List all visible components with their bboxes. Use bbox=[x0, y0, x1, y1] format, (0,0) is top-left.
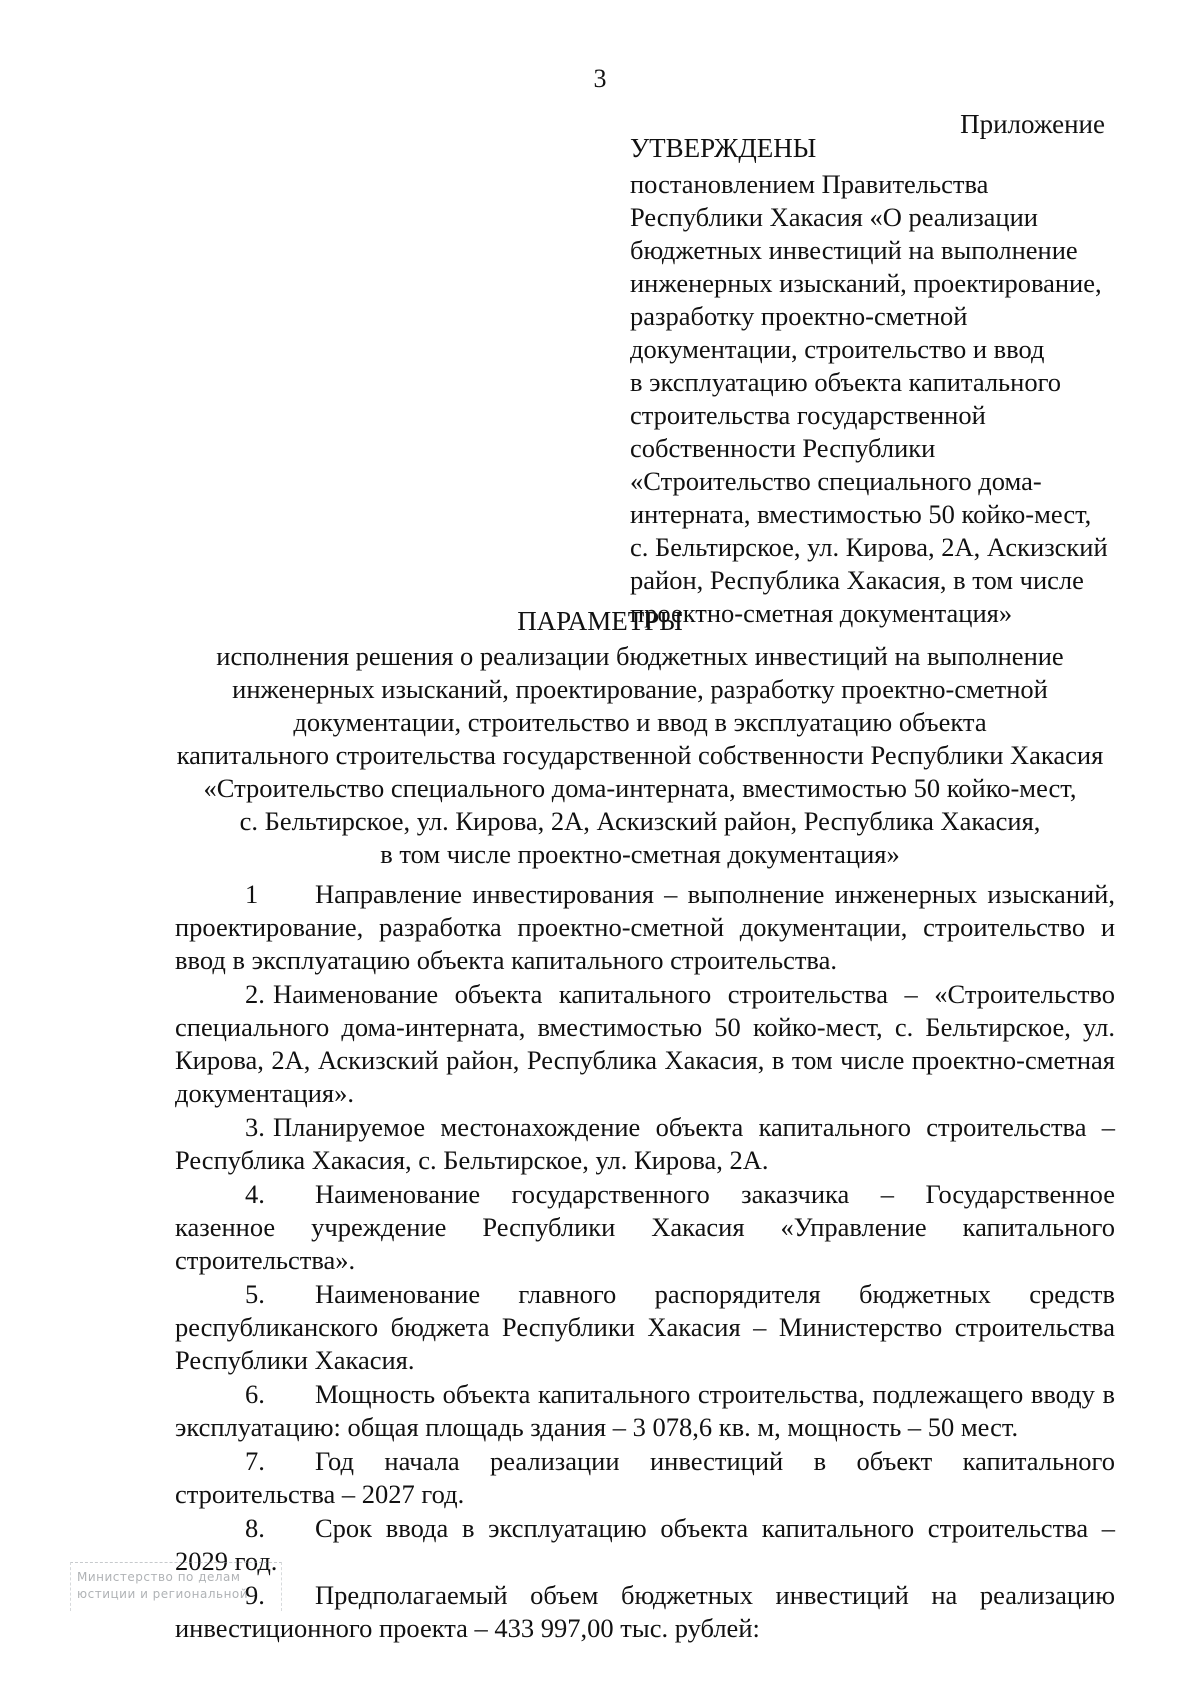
parameter-item bbox=[175, 978, 1115, 1110]
approval-line: Республики Хакасия «О реализации bbox=[630, 202, 1038, 232]
item-number: 7. bbox=[245, 1446, 265, 1476]
registration-stamp bbox=[70, 1562, 282, 1611]
approval-line: строительства государственной bbox=[630, 400, 986, 430]
stamp-line: Министерство по делам bbox=[77, 1570, 241, 1584]
item-text: Год начала реализации инвестиций в объект капитального строительства – 2027 год. bbox=[175, 1446, 1115, 1509]
subtitle-line: документации, строительство и ввод в эксплуатацию объекта bbox=[293, 707, 987, 737]
approval-line: район, Республика Хакасия, в том числе bbox=[630, 565, 1084, 595]
item-number: 5. bbox=[245, 1279, 265, 1309]
document-title: ПАРАМЕТРЫ bbox=[517, 606, 683, 636]
page-number: 3 bbox=[593, 64, 607, 93]
parameter-item bbox=[175, 1579, 1115, 1645]
item-text: Направление инвестирования – выполнение инженерных изысканий, проектирование, разработка проектно-сметной документации, строительство и ввод в эксплуатацию объекта капитального строительства. bbox=[175, 879, 1115, 975]
approval-block bbox=[630, 128, 1130, 630]
item-text: Планируемое местонахождение объекта капитального строительства – Республика Хакасия, с. Бельтирское, ул. Кирова, 2А. bbox=[175, 1112, 1115, 1175]
item-number: 8. bbox=[245, 1513, 265, 1543]
parameters-list bbox=[175, 878, 1115, 1646]
item-number: 9. bbox=[245, 1580, 265, 1610]
item-number: 2. bbox=[245, 979, 265, 1009]
approval-line: инженерных изысканий, проектирование, bbox=[630, 268, 1102, 298]
item-text: Наименование государственного заказчика – Государственное казенное учреждение Республики Хакасия «Управление капитального строительства». bbox=[175, 1179, 1115, 1275]
parameter-item bbox=[175, 1178, 1115, 1277]
approval-line: «Строительство специального дома- bbox=[630, 466, 1042, 496]
approved-heading: УТВЕРЖДЕНЫ bbox=[630, 133, 817, 163]
item-number: 1 bbox=[245, 879, 259, 909]
subtitle-line: в том числе проектно-сметная документация» bbox=[380, 839, 900, 869]
item-number: 6. bbox=[245, 1379, 265, 1409]
subtitle-line: капитального строительства государственной собственности Республики Хакасия bbox=[176, 740, 1104, 770]
approval-line: интерната, вместимостью 50 койко-мест, bbox=[630, 499, 1092, 529]
approval-line: постановлением Правительства bbox=[630, 169, 989, 199]
subtitle-line: «Строительство специального дома-интерната, вместимостью 50 койко-мест, bbox=[203, 773, 1077, 803]
approval-line: с. Бельтирское, ул. Кирова, 2А, Аскизский bbox=[630, 532, 1108, 562]
approval-line: проектно-сметная документация» bbox=[630, 598, 1013, 628]
approval-line: бюджетных инвестиций на выполнение bbox=[630, 235, 1078, 265]
item-number: 3. bbox=[245, 1112, 265, 1142]
document-subtitle bbox=[140, 640, 1140, 871]
stamp-line: юстиции и региональной bbox=[77, 1587, 249, 1601]
item-text: Мощность объекта капитального строительства, подлежащего вводу в эксплуатацию: общая площадь здания – 3 078,6 кв. м, мощность – 50 мест. bbox=[175, 1379, 1115, 1442]
parameter-item bbox=[175, 1278, 1115, 1377]
item-text: Наименование главного распорядителя бюджетных средств республиканского бюджета Республики Хакасия – Министерство строительства Республики Хакасия. bbox=[175, 1279, 1115, 1375]
approval-line: в эксплуатацию объекта капитального bbox=[630, 367, 1062, 397]
parameter-item bbox=[175, 1111, 1115, 1177]
approval-line: разработку проектно-сметной bbox=[630, 301, 968, 331]
item-text: Предполагаемый объем бюджетных инвестиций на реализацию инвестиционного проекта – 433 997,00 тыс. рублей: bbox=[175, 1580, 1115, 1643]
subtitle-line: инженерных изысканий, проектирование, разработку проектно-сметной bbox=[232, 674, 1048, 704]
parameter-item bbox=[175, 1512, 1115, 1578]
appendix-label: Приложение bbox=[960, 109, 1105, 139]
subtitle-line: с. Бельтирское, ул. Кирова, 2А, Аскизский район, Республика Хакасия, bbox=[239, 806, 1041, 836]
parameter-item bbox=[175, 878, 1115, 977]
item-number: 4. bbox=[245, 1179, 265, 1209]
parameter-item bbox=[175, 1445, 1115, 1511]
parameter-item bbox=[175, 1378, 1115, 1444]
item-text: Срок ввода в эксплуатацию объекта капитального строительства – 2029 год. bbox=[175, 1513, 1115, 1576]
approval-line: собственности Республики bbox=[630, 433, 936, 463]
item-text: Наименование объекта капитального строительства – «Строительство специального дома-интерната, вместимостью 50 койко-мест, с. Бельтирское, ул. Кирова, 2А, Аскизский район, Республика Хакасия, в том числе проектно-сметная документация». bbox=[175, 979, 1115, 1108]
approval-line: документации, строительство и ввод bbox=[630, 334, 1045, 364]
subtitle-line: исполнения решения о реализации бюджетных инвестиций на выполнение bbox=[216, 641, 1064, 671]
